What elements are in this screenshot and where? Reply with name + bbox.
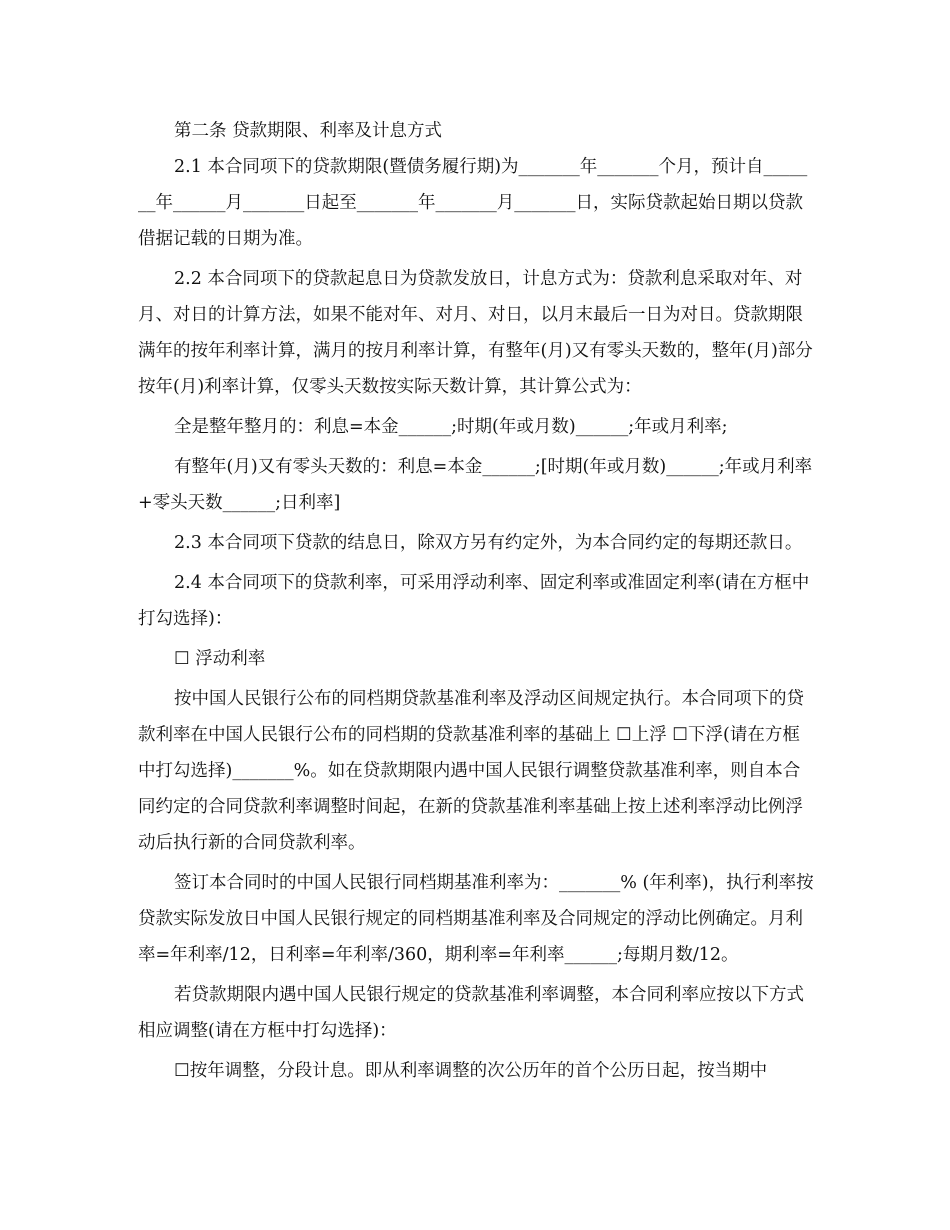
article-heading: 第二条 贷款期限、利率及计息方式 bbox=[174, 121, 443, 141]
clause-2-2: 2.2 本合同项下的贷款起息日为贷款发放日，计息方式为：贷款利息采取对年、对月、对日的计算方法，如果不能对年、对月、对日，以月末最后一日为对日。贷款期限满年的按年利率计算，满月的按月利率计算，有整年(月)又有零头天数的，整年(月)部分按年(月)利率计算，仅零头天数按实际天数计算，其计算公式为： bbox=[138, 269, 813, 397]
formula-whole-period: 全是整年整月的：利息=本金______;时期(年或月数)______;年或月利率; bbox=[174, 417, 728, 437]
option-floating-rate: ☐ 浮动利率 bbox=[174, 649, 266, 669]
clause-2-4: 2.4 本合同项下的贷款利率，可采用浮动利率、固定利率或准固定利率(请在方框中打勾选择)： bbox=[138, 573, 810, 629]
clause-2-3: 2.3 本合同项下贷款的结息日，除双方另有约定外，为本合同约定的每期还款日。 bbox=[174, 533, 803, 553]
rate-adjustment-intro: 若贷款期限内遇中国人民银行规定的贷款基准利率调整，本合同利率应按以下方式相应调整(请在方框中打勾选择)： bbox=[138, 985, 804, 1041]
formula-partial-period: 有整年(月)又有零头天数的：利息=本金______;[时期(年或月数)______;年或月利率+零头天数______;日利率] bbox=[138, 457, 813, 513]
base-rate-at-signing: 签订本合同时的中国人民银行同档期基准利率为：_______% (年利率)，执行利率按贷款实际发放日中国人民银行规定的同档期基准利率及合同规定的浮动比例确定。月利率=年利率/12，日利率=年利率/360，期利率=年利率______;每期月数/12。 bbox=[138, 873, 814, 965]
contract-body bbox=[138, 113, 814, 1089]
option-annual-adjustment: ☐按年调整，分段计息。即从利率调整的次公历年的首个公历日起，按当期中 bbox=[174, 1061, 768, 1081]
floating-rate-description: 按中国人民银行公布的同档期贷款基准利率及浮动区间规定执行。本合同项下的贷款利率在中国人民银行公布的同档期的贷款基准利率的基础上 ☐上浮 ☐下浮(请在方框中打勾选择)_______%。如在贷款期限内遇中国人民银行调整贷款基准利率，则自本合同约定的合同贷款利率调整时间起，在新的贷款基准利率基础上按上述利率浮动比例浮动后执行新的合同贷款利率。 bbox=[138, 689, 804, 853]
clause-2-1: 2.1 本合同项下的贷款期限(暨债务履行期)为_______年_______个月，预计自_______年______月_______日起至_______年_______月_______日，实际贷款起始日期以贷款借据记载的日期为准。 bbox=[138, 157, 808, 249]
